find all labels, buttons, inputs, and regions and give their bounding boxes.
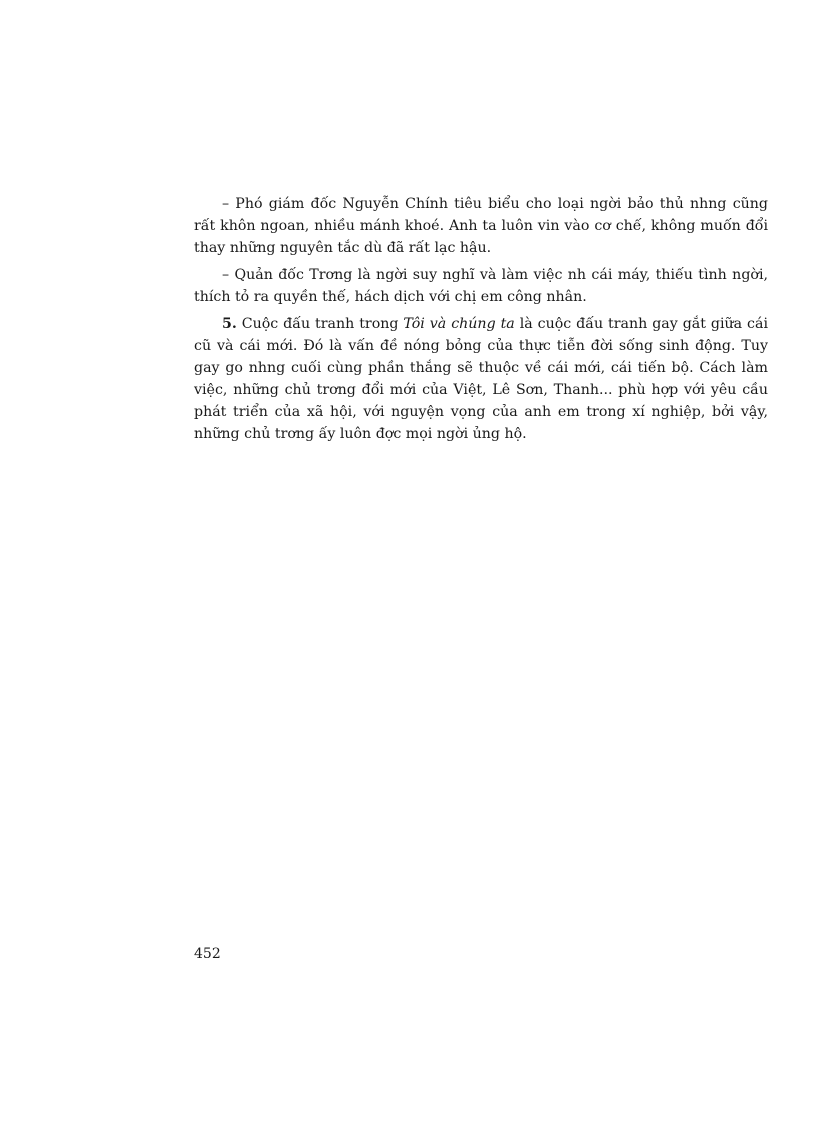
paragraph-number: 5. [222,316,237,332]
work-title: Tôi và chúng ta [403,316,515,332]
paragraph-struggle [194,313,768,445]
paragraph-vice-director: – Phó giám đốc Nguyễn Chính tiêu biểu cho loại ngời bảo thủ nhng cũng rất khôn ngoan, nhiều mánh khoé. Anh ta luôn vin vào cơ chế, không muốn đổi thay những nguyên tắc dù đã rất lạc hậu. [194,196,768,256]
paragraph-foreman: – Quản đốc Trơng là ngời suy nghĩ và làm việc nh cái máy, thiếu tình ngời, thích tỏ ra quyền thế, hách dịch với chị em công nhân. [194,267,768,305]
page-number: 452 [194,946,221,962]
paragraph-text-after: là cuộc đấu tranh gay gắt giữa cái cũ và cái mới. Đó là vấn đề nóng bỏng của thực tiễn đời sống sinh động. Tuy gay go nhng cuối cùng phần thắng sẽ thuộc về cái mới, cái tiến bộ. Cách làm việc, những chủ trơng đổi mới của Việt, Lê Sơn, Thanh... phù hợp với yêu cầu phát triển của xã hội, với nguyện vọng của anh em trong xí nghiệp, bởi vậy, những chủ trơng ấy luôn đợc mọi ngời ủng hộ. [194,316,768,442]
paragraph-text-before: Cuộc đấu tranh trong [236,316,404,332]
body-text [194,193,768,450]
